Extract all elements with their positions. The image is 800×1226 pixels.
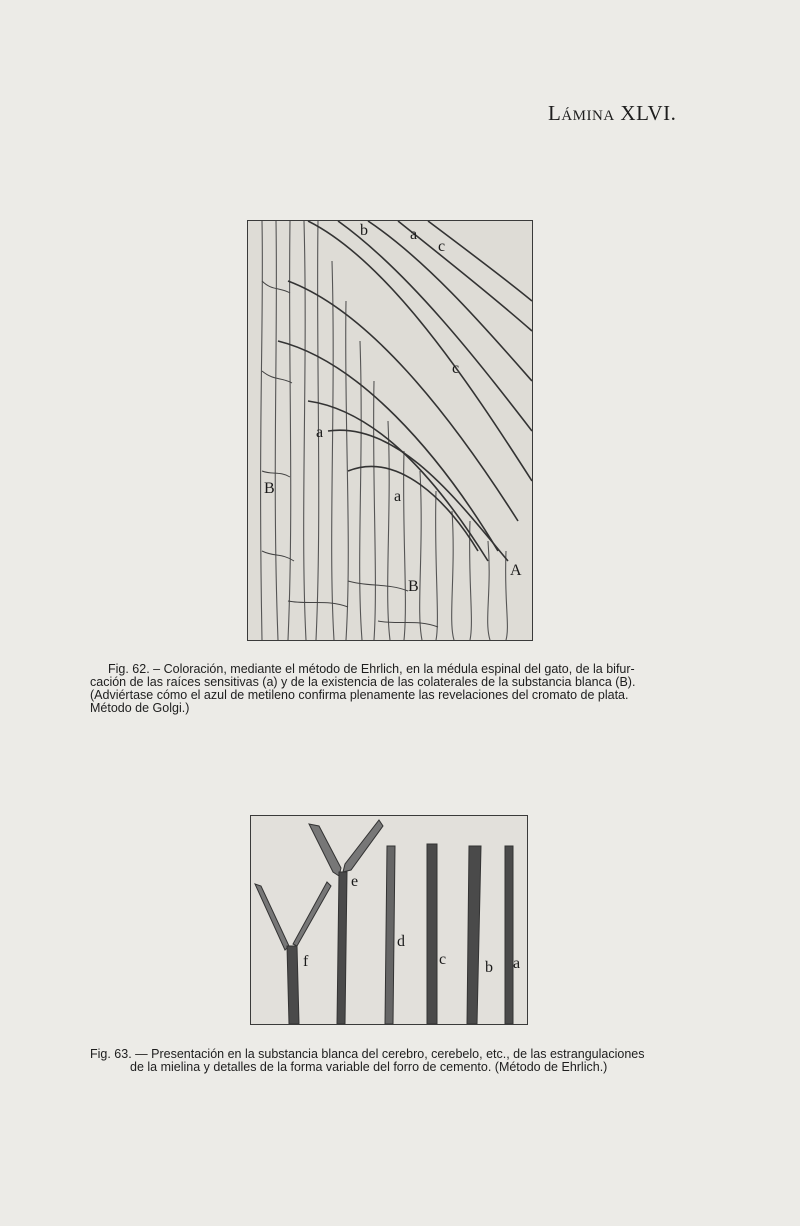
fig62-label-A: A bbox=[510, 562, 522, 579]
figure-63-illustration bbox=[250, 815, 528, 1025]
fig63-label-d: d bbox=[397, 933, 405, 950]
fig62-label-c-top: c bbox=[438, 238, 446, 255]
fig63-caption-line: Fig. 63. — Presentación en la substancia blanca del cerebro, cerebelo, etc., de las estrangulaciones bbox=[90, 1047, 645, 1061]
fig62-caption-line: Método de Golgi.) bbox=[90, 701, 190, 715]
figure-62-illustration bbox=[247, 220, 533, 641]
plate-title: Lámina XLVI. bbox=[548, 101, 677, 125]
fig62-label-B-bottom: B bbox=[408, 578, 419, 595]
fig63-caption-line: de la mielina y detalles de la forma variable del forro de cemento. (Método de Ehrlich.) bbox=[130, 1060, 608, 1074]
fig63-label-a: a bbox=[513, 955, 521, 972]
fig63-label-f: f bbox=[303, 953, 309, 970]
fig62-label-c-mid: c bbox=[452, 360, 460, 377]
fig62-label-a-center: a bbox=[394, 488, 402, 505]
fig62-caption-line: cación de las raíces sensitivas (a) y de la existencia de las colaterales de la substancia blanca (B). bbox=[90, 675, 636, 689]
fig62-label-b: b bbox=[360, 222, 368, 239]
figure-63-caption bbox=[90, 1048, 710, 1074]
fig63-label-e: e bbox=[351, 873, 359, 890]
fig63-label-b: b bbox=[485, 959, 493, 976]
fig62-caption-line: (Adviértase cómo el azul de metileno confirma plenamente las revelaciones del cromato de plata. bbox=[90, 688, 629, 702]
fig62-caption-line: Fig. 62. – Coloración, mediante el método de Ehrlich, en la médula espinal del gato, de la bifur- bbox=[108, 662, 635, 676]
figure-62-caption bbox=[90, 663, 690, 715]
fig62-label-B-left: B bbox=[264, 480, 275, 497]
fig63-label-c: c bbox=[439, 951, 447, 968]
figure-62-drawing bbox=[248, 221, 532, 640]
fig62-label-a-left: a bbox=[316, 424, 324, 441]
fig62-label-a-top: a bbox=[410, 226, 418, 243]
figure-63-drawing bbox=[251, 816, 527, 1024]
